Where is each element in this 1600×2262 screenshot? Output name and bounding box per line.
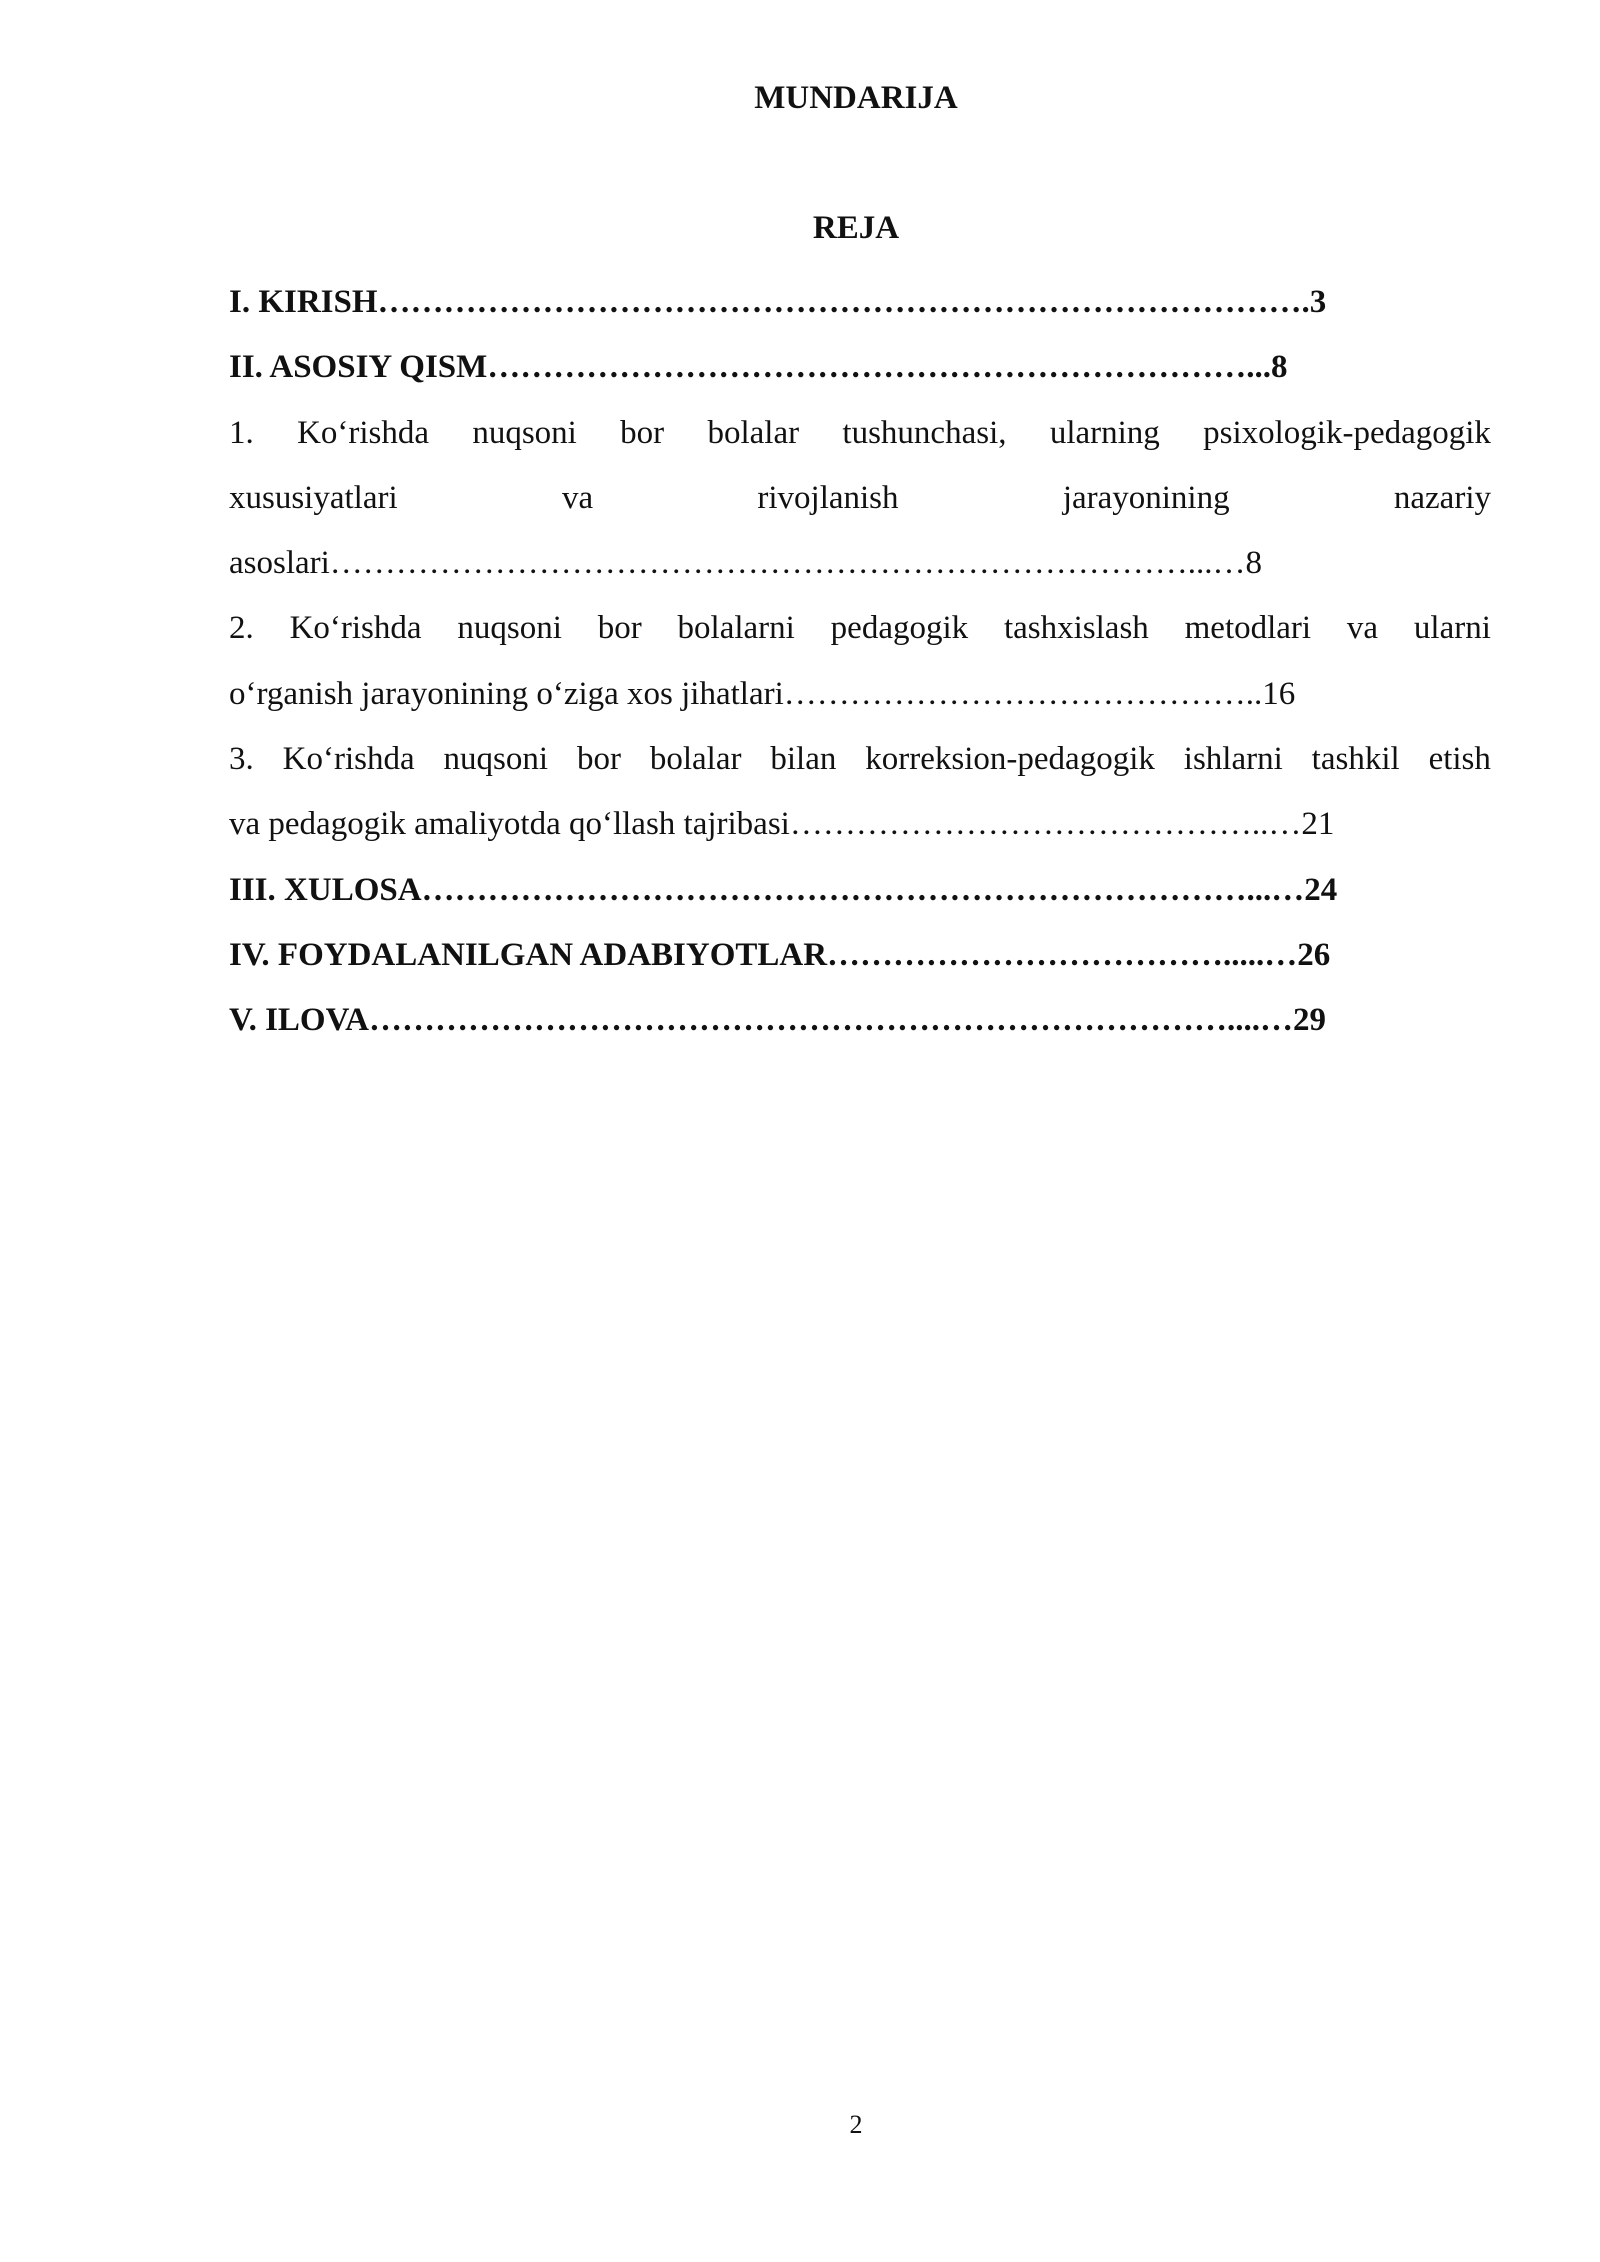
toc-word: bor <box>576 741 621 778</box>
toc-entry-3-line-1[interactable] <box>229 727 1491 792</box>
toc-entry-adabiyotlar[interactable]: IV. FOYDALANILGAN ADABIYOTLAR……………………………….....…26 <box>229 936 1331 973</box>
toc-entry-xulosa[interactable]: III. XULOSA…………………………………………………………………...…24 <box>229 871 1338 908</box>
toc-entry-3-line-2[interactable]: va pedagogik amaliyotda qo‘llash tajribasi……………………………………..…21 <box>229 806 1335 843</box>
toc-word: nuqsoni <box>472 414 577 451</box>
toc-word: bolalar <box>649 741 742 778</box>
toc-word: jarayonining <box>1062 479 1230 516</box>
toc-entry-ilova[interactable]: V. ILOVA……………………………………………………………………....…29 <box>229 1002 1327 1039</box>
toc-word: korreksion-pedagogik <box>865 741 1155 778</box>
toc-word: va <box>561 479 594 516</box>
toc-entry-asosiy-qism[interactable]: II. ASOSIY QISM……………………………………………………………...8 <box>229 349 1288 386</box>
toc-word: va <box>1346 610 1379 647</box>
toc-entry-1-line-1[interactable] <box>229 401 1491 466</box>
toc-word: nuqsoni <box>443 741 549 778</box>
toc-word: Ko‘rishda <box>282 741 415 778</box>
toc-word: bor <box>597 610 642 647</box>
table-of-contents <box>229 270 1491 1054</box>
toc-word: bilan <box>770 741 837 778</box>
toc-word: bolalarni <box>677 610 795 647</box>
toc-word: psixologik-pedagogik <box>1203 414 1491 451</box>
toc-word: xususiyatlari <box>229 479 398 516</box>
toc-word: 2. <box>229 610 254 647</box>
toc-word: metodlari <box>1184 610 1312 647</box>
toc-word: nuqsoni <box>457 610 562 647</box>
toc-word: 1. <box>229 414 254 451</box>
toc-word: etish <box>1428 741 1491 778</box>
toc-word: Ko‘rishda <box>297 414 430 451</box>
page-number: 2 <box>849 2110 863 2139</box>
toc-entry-kirish[interactable]: I. KIRISH………………………………………………………………………….3 <box>229 284 1327 320</box>
toc-word: 3. <box>229 741 254 778</box>
toc-entry-1-line-2[interactable] <box>229 466 1491 531</box>
toc-word: Ko‘rishda <box>289 610 422 647</box>
toc-word: pedagogik <box>830 610 969 647</box>
toc-word: bolalar <box>707 414 800 451</box>
toc-word: tashkil <box>1311 741 1400 778</box>
page-title: MUNDARIJA <box>754 80 958 116</box>
plan-title: REJA <box>812 210 900 246</box>
toc-word: rivojlanish <box>757 479 899 516</box>
toc-entry-1-line-3[interactable]: asoslari……………………………………………………………………...…8 <box>229 545 1263 582</box>
toc-word: nazariy <box>1393 479 1491 516</box>
toc-entry-2-line-2[interactable]: o‘rganish jarayonining o‘ziga xos jihatlari……………………………………..16 <box>229 675 1296 712</box>
toc-word: tushunchasi, <box>842 414 1007 451</box>
toc-entry-2-line-1[interactable] <box>229 596 1491 661</box>
toc-word: ularni <box>1413 610 1491 647</box>
toc-word: bor <box>620 414 665 451</box>
toc-word: ularning <box>1049 414 1160 451</box>
toc-word: ishlarni <box>1183 741 1283 778</box>
toc-word: tashxislash <box>1003 610 1149 647</box>
